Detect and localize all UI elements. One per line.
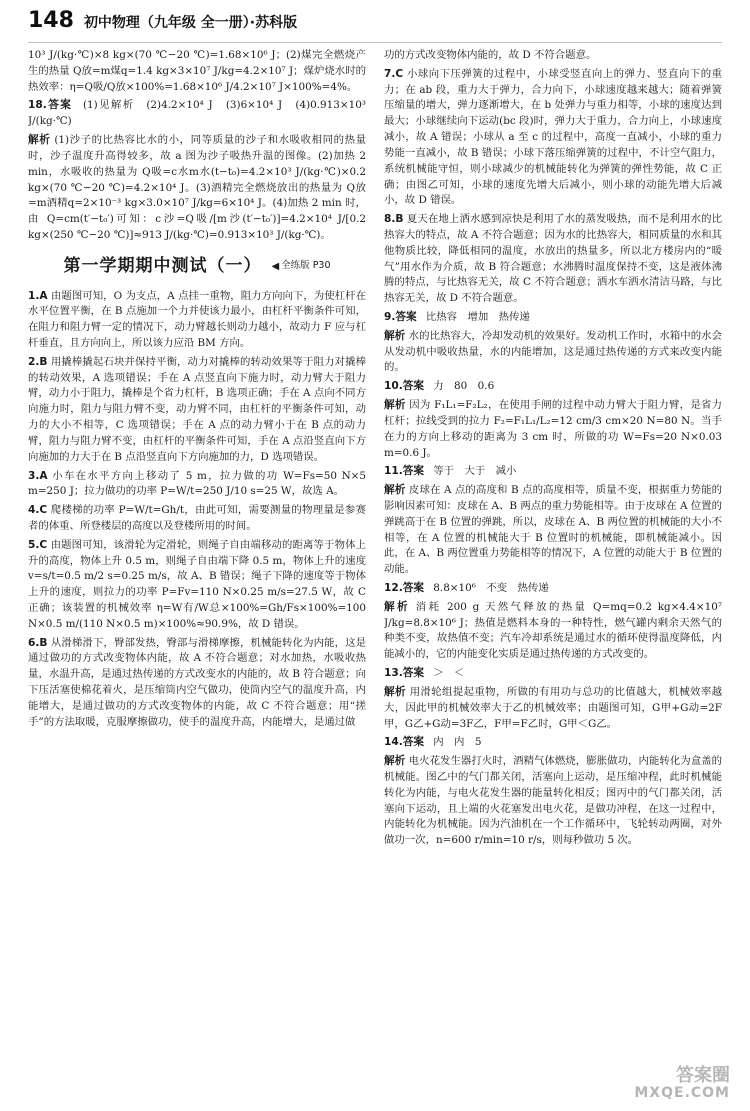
exam-item-label: 2.B	[28, 355, 48, 368]
analysis-text: 用滑轮组提起重物，所做的有用功与总功的比值越大，机械效率越大，因此甲的机械效率大于乙的机械效率；由题图可知，G甲+G动=2F甲，G乙+G动=3F乙，F甲=F乙时，G甲＜G乙。	[384, 685, 722, 730]
answer-text: ＞ ＜	[433, 667, 465, 680]
exam-item-1	[28, 288, 366, 352]
exam-item-text: 夏天在地上洒水感到凉快是利用了水的蒸发吸热，而不是利用水的比热容大的特点，故 A 不符合题意；因为水的比热容大，相同质量的水和其他物质比较，降低相同的温度，水放出的热量多，所以北方楼房内的“暖气”用水作为介质，故 B 符合题意；水沸腾时温度保持不变，这是液体沸腾的特点，与比热容无关，故 C 不符合题意；洒水车洒水清洁马路，与比热容无关，故 D 不符合题意。	[384, 213, 722, 305]
exam-item-label: 5.C	[28, 538, 48, 551]
watermark-line1: 答案圈	[676, 1064, 730, 1086]
answer-item-14	[384, 734, 722, 751]
analysis-item-18	[28, 132, 366, 244]
exam-item-label: 6.B	[28, 636, 48, 649]
site-watermark	[634, 1066, 730, 1101]
exam-item-3	[28, 468, 366, 501]
analysis-label: 解析	[384, 600, 411, 613]
analysis-label: 解析	[384, 755, 406, 768]
answer-label: 9.答案	[384, 311, 417, 323]
exam-item-6	[28, 635, 366, 731]
left-column	[28, 48, 366, 1093]
analysis-text: 皮球在 A 点的高度和 B 点的高度相等，质量不变，根据重力势能的影响因素可知：皮球在 A、B 两点的重力势能相等。由于皮球在 A 位置的弹跳高于在 B 位置的弹跳，所以，皮球在 A、B 两位置的机械能的大小不相等，在 A 位置的机械能大于 B 位置时的机械能，即机械能减小。因此，在 A、B 两位置重力势能相等的情况下，A 位置的动能大于 B 位置的动能。	[384, 484, 722, 576]
answer-label: 10.答案	[384, 380, 424, 393]
exam-title: 第一学期期中测试（一）	[63, 255, 262, 276]
exam-item-5	[28, 537, 366, 633]
page-header	[28, 8, 722, 43]
answer-text: 比热容 增加 热传递	[425, 311, 530, 323]
exam-item-text: 爬楼梯的功率 P=W/t=Gh/t，由此可知，需要测量的物理量是参赛者的体重、所登楼层的高度以及登楼所用的时间。	[28, 504, 366, 532]
analysis-item-10	[384, 397, 722, 461]
analysis-label: 解析	[384, 399, 406, 412]
analysis-label: 解析	[384, 484, 406, 497]
answer-item-11	[384, 463, 722, 480]
exam-heading	[28, 254, 366, 280]
analysis-item-13	[384, 684, 722, 732]
analysis-text: 电火花发生器打火时，酒精气体燃烧，膨胀做功，内能转化为盒盖的机械能。图乙中的气门都关闭，活塞向上运动，是压缩冲程，此时机械能转化为内能，与电火花发生器的能量转化相反；图丙中的气门都关闭，活塞向下运动，且上端的火花塞发出电火花，是做功冲程，在这一过程中，内能转化为机械能。因为汽油机在一个工作循环中，飞轮转动两圈，对外做功一次，n=600 r/min=10 r/s，则每秒做功 5 次。	[384, 755, 722, 847]
answer-item-13	[384, 665, 722, 682]
exam-ref	[271, 259, 330, 274]
answer-label: 18.答案	[28, 99, 73, 112]
exam-item-4	[28, 502, 366, 535]
exam-item-label: 1.A	[28, 289, 48, 302]
watermark-line2: MXQE.COM	[634, 1084, 730, 1101]
exam-item-2	[28, 354, 366, 466]
answer-item-9	[384, 309, 722, 326]
analysis-text: 水的比热容大，冷却发动机的效果好。发动机工作时，水箱中的水会从发动机中吸收热量，水的内能增加，这是通过热传递的方式来改变内能的。	[384, 329, 722, 374]
answer-label: 12.答案	[384, 582, 424, 594]
exam-item-text: 用撬棒撬起石块并保持平衡，动力对撬棒的转动效果等于阻力对撬棒的转动效果，A 选项错误；手在 A 点竖直向下施力时，动力臂大于阻力臂，动力小于阻力，撬棒是个省力杠杆，B 选项正确；手在 A 点向不同方向施力时，阻力与阻力臂不变，动力臂不同，由杠杆的平衡条件可知，动力的大小不相等，C 选项错误；手在 A 点的动力臂小于在 B 点的动力臂，阻力与阻力臂不变，由杠杆的平衡条件可知，手在 A 点沿竖直向下方向施加的力大于在 B 点沿竖直向下方向施加的力，D 选项错误。	[28, 355, 366, 463]
answer-item-10	[384, 378, 722, 395]
answer-text: 力 80 0.6	[433, 380, 495, 393]
answer-item-18	[28, 97, 366, 130]
analysis-item-9	[384, 328, 722, 376]
exam-item-text: 小车在水平方向上移动了 5 m，拉力做的功 W=Fs=50 N×5 m=250 J；拉力做功的功率 P=W/t=250 J/10 s=25 W，故选 A。	[28, 469, 366, 498]
exam-item-label: 4.C	[28, 504, 48, 517]
carry-over-paragraph: 功的方式改变物体内能的，故 D 不符合题意。	[384, 49, 597, 61]
exam-item-7	[384, 66, 722, 209]
right-column	[384, 48, 722, 1093]
analysis-label: 解析	[28, 134, 51, 147]
answer-label: 14.答案	[384, 736, 424, 749]
answer-text: (1)见解析 (2)4.2×10⁴ J (3)6×10⁴ J (4)0.913×10³ J/(kg·℃)	[28, 99, 366, 128]
exam-item-label: 8.B	[384, 213, 404, 226]
analysis-item-12	[384, 599, 722, 663]
exam-item-label: 3.A	[28, 469, 48, 482]
content-columns	[28, 48, 722, 1093]
exam-item-text: 小球向下压弹簧的过程中，小球受竖直向上的弹力、竖直向下的重力；在 ab 段，重力大于弹力，合力向下，小球速度越来越大；随着弹簧压缩量的增大，弹力逐渐增大，在 b 处弹力与重力相等，小球的速度达到最大；小球继续向下运动(bc 段)时，弹力大于重力，合力向上，小球速度减小，故 A 错误；小球从 a 至 c 的过程中，高度一直减小，小球的重力势能一直减小，故 B 错误；小球下落压缩弹簧的过程中，不计空气阻力，系统机械能守恒，则小球减少的机械能转化为弹簧的弹性势能，故 C 正确；由图乙可知，小球的速度先增大后减小，则小球的动能先增大后减小，故 D 错误。	[384, 67, 722, 207]
answer-text: 8.8×10⁶ 不变 热传递	[433, 582, 549, 594]
exam-item-text: 由题图可知，该滑轮为定滑轮，则绳子自由端移动的距离等于物体上升的高度，物体上升 0.5 m，则绳子自由端下降 0.5 m，物体上升的速度 v=s/t=0.5 m/2 s=0.25 m/s，故 A、B 错误；绳子下降的速度等于物体上升的速度，则拉力的功率 P=Fv=110 N×0.25 m/s=27.5 W，故 C 正确；该装置的机械效率 η=W有/W总×100%=Gh/Fs×100%=100 N×0.5 m/(110 N×0.5 m)×100%≈90.9%，故 D 错误。	[28, 538, 366, 630]
exam-item-label: 7.C	[384, 67, 404, 80]
exam-ref-text: 全练版 P30	[281, 260, 331, 272]
book-title: 初中物理（九年级 全一册）·苏科版	[83, 15, 298, 31]
answer-label: 13.答案	[384, 667, 424, 680]
answer-label: 11.答案	[384, 465, 424, 478]
analysis-item-11	[384, 482, 722, 578]
exam-item-text: 由题图可知，O 为支点，A 点挂一重物，阻力方向向下，为使杠杆在水平位置平衡，在 B 点施加一个力并使该力最小，由杠杆平衡条件可知，在阻力和阻力臂一定的情况下，动力臂越长则动力越小，故动力 F 应与杠杆垂直，且方向向上，所以该力应沿 BM 方向。	[28, 289, 366, 350]
answer-text: 内 内 5	[433, 736, 482, 749]
analysis-text: (1)沙子的比热容比水的小，同等质量的沙子和水吸收相同的热量时，沙子温度升高得较多，故 a 图为沙子吸热升温的图像。(2)加热 2 min，水吸收的热量为 Q吸=c水m水(t−t₀)=4.2×10³ J/(kg·℃)×0.2 kg×(70 ℃−20 ℃)=4.2×10⁴ J。(3)酒精完全燃烧放出的热量为 Q放=m酒精q=2×10⁻³ kg×3.0×10⁷ J/kg=6×10⁴ J。(4)加热 2 min 时，由 Q=cm(t′−t₀′)可知：c沙=Q吸/[m沙(t′−t₀′)]=4.2×10⁴ J/[0.2 kg×(250 ℃−20 ℃)]≈913 J/(kg·℃)=0.913×10³ J/(kg·℃)。	[28, 134, 366, 241]
exam-item-text: 从滑梯滑下，臀部发热，臀部与滑梯摩擦，机械能转化为内能，这是通过做功的方式改变物体内能，故 A 不符合题意；对水加热，水吸收热量，水温升高，是通过热传递的方式改变水的内能的，故 B 符合题意；向下压活塞使棉花着火，是压缩筒内空气做功，使筒内空气的温度升高，内能增大，是通过做功的方式改变物体的内能，故 C 不符合题意；用“搓手”的方法取暖，克服摩擦做功，使手的温度升高，内能增大，是通过做	[28, 636, 366, 728]
arrow-left-icon: ◀	[271, 261, 280, 273]
analysis-item-14	[384, 753, 722, 849]
analysis-label: 解析	[384, 685, 406, 698]
analysis-label: 解析	[384, 329, 406, 342]
page-number: 148	[28, 8, 74, 33]
analysis-text: 因为 F₁L₁=F₂L₂，在使用手闸的过程中动力臂大于阻力臂，是省力杠杆；拉线受到的拉力 F₂=F₁L₁/L₂=12 cm/3 cm×20 N=80 N。当手在力的方向上移动的距离为 3 cm 时，所做的功 W=Fs=20 N×0.03 m=0.6 J。	[384, 399, 722, 459]
analysis-text: 消耗 200 g 天然气释放的热量 Q=mq=0.2 kg×4.4×10⁷ J/kg=8.8×10⁶ J；热值是燃料本身的一种特性，燃气罐内剩余天然气的种类不变，故热值不变；汽车冷却系统是通过水的循环使得温度降低，内能减小的，它的内能变化实质是通过热传递的方式改变的。	[384, 600, 722, 661]
answer-item-12	[384, 580, 722, 597]
exam-item-8	[384, 211, 722, 307]
carry-over-paragraph: 10³ J/(kg·℃)×8 kg×(70 ℃−20 ℃)=1.68×10⁶ J；(2)煤完全燃烧产生的热量 Q放=m煤q=1.4 kg×3×10⁷ J/kg=4.2×10⁷ J；煤炉烧水时的热效率：η=Q吸/Q放×100%=1.68×10⁶ J/4.2×10⁷ J×100%=4%。	[28, 49, 366, 93]
answer-text: 等于 大于 减小	[433, 465, 517, 478]
